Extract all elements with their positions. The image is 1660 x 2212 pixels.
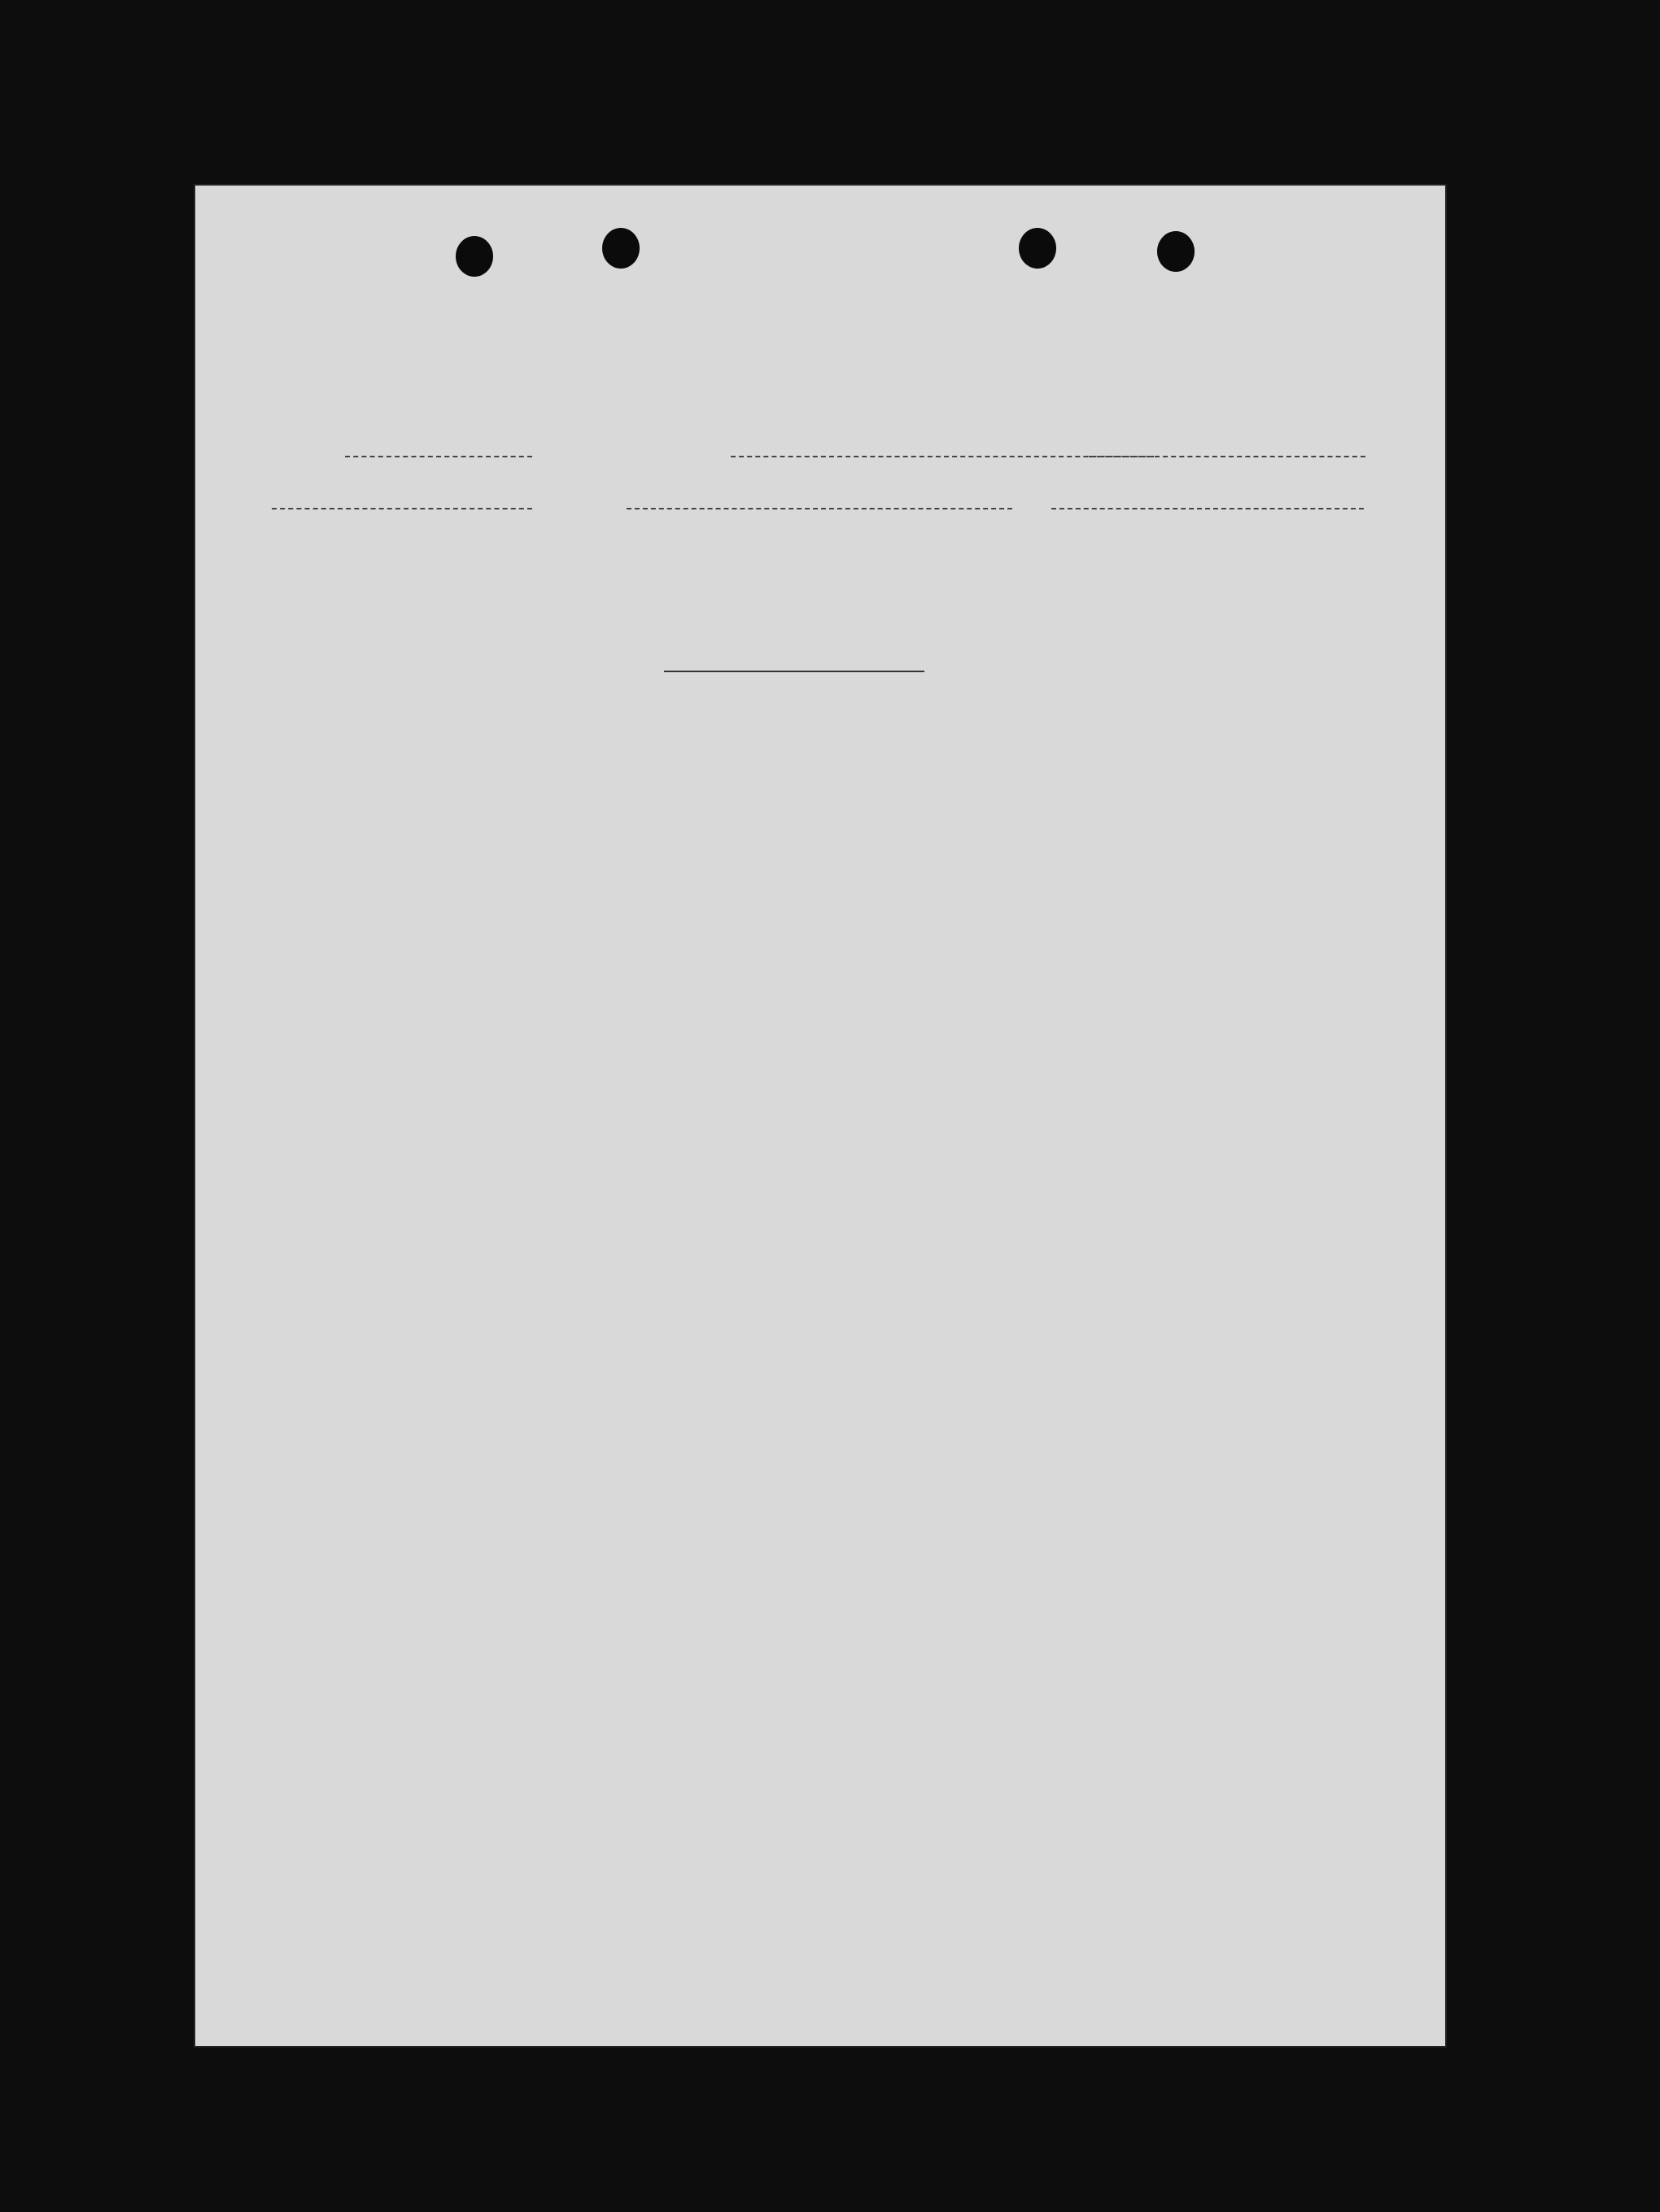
punch-hole — [1019, 228, 1056, 269]
shipment-line — [272, 506, 532, 509]
document-page — [194, 184, 1447, 2048]
stat-line — [1051, 506, 1364, 509]
punch-hole — [456, 236, 493, 277]
staged-at-line — [1089, 454, 1365, 457]
tactical-line — [664, 671, 924, 672]
unit-line — [627, 506, 1012, 509]
vessel-line — [345, 454, 532, 457]
punch-hole — [1157, 231, 1195, 272]
punch-hole — [602, 228, 640, 269]
